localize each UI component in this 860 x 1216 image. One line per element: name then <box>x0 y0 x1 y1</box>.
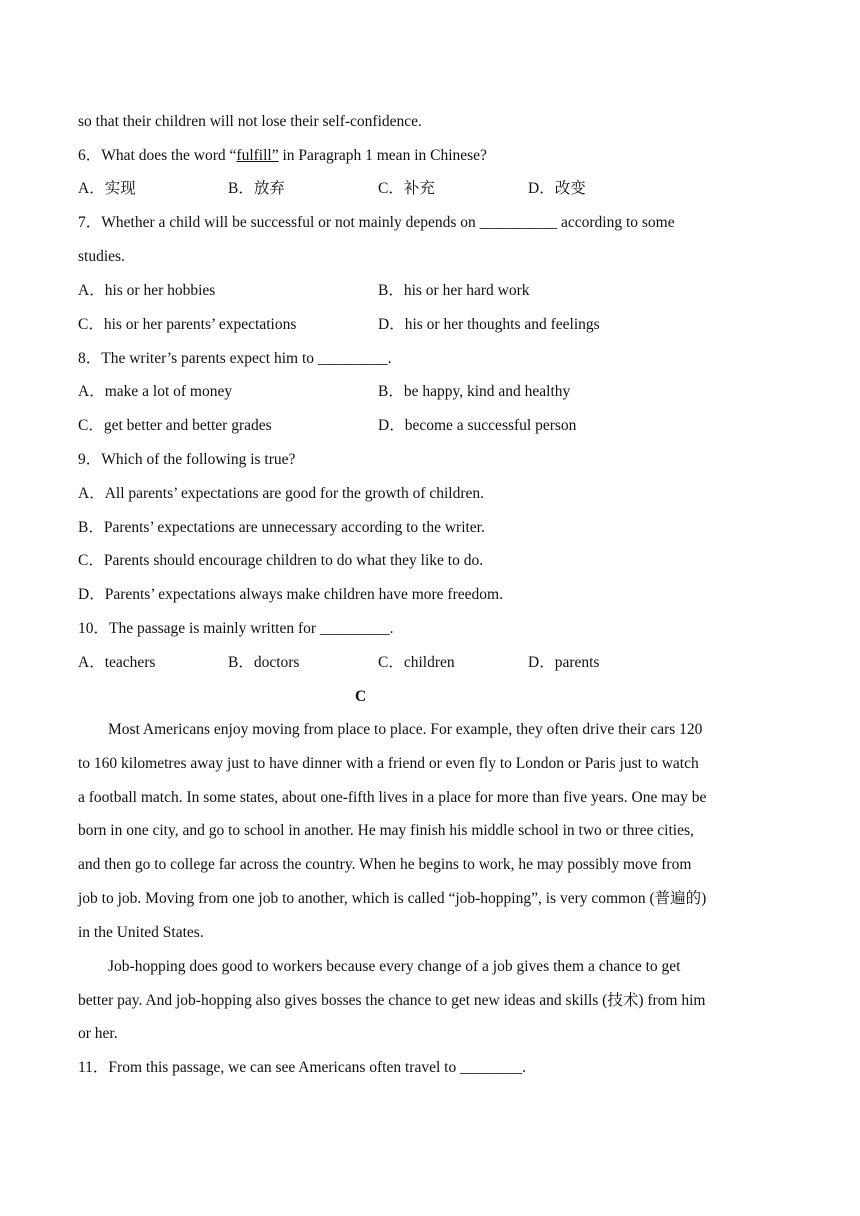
question-6-pre: What does the word “ <box>101 147 237 164</box>
passage-p1-line-1: Most Americans enjoy moving from place to place. For example, they often drive their cars 120 <box>108 721 703 738</box>
question-9: 9．Which of the following is true? <box>78 451 296 468</box>
q8-option-b[interactable]: B．be happy, kind and healthy <box>378 383 571 400</box>
lead-text: so that their children will not lose their self-confidence. <box>78 113 422 130</box>
passage-p2-line-3: or her. <box>78 1025 118 1042</box>
q8-option-c[interactable]: C．get better and better grades <box>78 417 272 434</box>
q9-option-c[interactable]: C．Parents should encourage children to do what they like to do. <box>78 552 484 569</box>
passage-p1-line-7: in the United States. <box>78 924 204 941</box>
passage-p1-line-5: and then go to college far across the country. When he begins to work, he may possibly move from <box>78 856 692 873</box>
q6-option-d[interactable]: D．改变 <box>528 180 586 197</box>
q7-option-a[interactable]: A．his or her hobbies <box>78 282 216 299</box>
q10-option-c[interactable]: C．children <box>378 654 455 671</box>
section-heading: C <box>355 688 367 705</box>
q8-option-d[interactable]: D．become a successful person <box>378 417 577 434</box>
passage-p1-line-3: a football match. In some states, about one-fifth lives in a place for more than five years. One may be <box>78 789 707 806</box>
q7-option-d[interactable]: D．his or her thoughts and feelings <box>378 316 600 333</box>
passage-p1-line-6: job to job. Moving from one job to another, which is called “job-hopping”, is very common (普遍的) <box>78 890 707 907</box>
question-10: 10．The passage is mainly written for _________. <box>78 620 394 637</box>
question-6-post: in Paragraph 1 mean in Chinese? <box>278 147 487 164</box>
question-6 <box>78 146 487 166</box>
passage-p1-line-4: born in one city, and go to school in another. He may finish his middle school in two or three cities, <box>78 822 694 839</box>
question-7-line1: 7．Whether a child will be successful or not mainly depends on __________ according to some <box>78 214 675 231</box>
q9-option-b[interactable]: B．Parents’ expectations are unnecessary according to the writer. <box>78 519 485 536</box>
q6-option-a[interactable]: A．实现 <box>78 180 136 197</box>
q10-option-a[interactable]: A．teachers <box>78 654 156 671</box>
q9-option-d[interactable]: D．Parents’ expectations always make children have more freedom. <box>78 586 503 603</box>
q9-option-a[interactable]: A．All parents’ expectations are good for the growth of children. <box>78 485 485 502</box>
passage-p2-line-2: better pay. And job-hopping also gives bosses the chance to get new ideas and skills (技术) from him <box>78 992 706 1009</box>
q7-option-c[interactable]: C．his or her parents’ expectations <box>78 316 297 333</box>
question-11: 11．From this passage, we can see Americans often travel to ________. <box>78 1059 526 1076</box>
q6-option-c[interactable]: C．补充 <box>378 180 435 197</box>
question-6-number: 6． <box>78 147 102 164</box>
q6-option-b[interactable]: B．放弃 <box>228 180 285 197</box>
q10-option-d[interactable]: D．parents <box>528 654 600 671</box>
passage-p1-line-2: to 160 kilometres away just to have dinner with a friend or even fly to London or Paris just to watch <box>78 755 699 772</box>
question-8: 8．The writer’s parents expect him to _________. <box>78 350 392 367</box>
passage-p2-line-1: Job-hopping does good to workers because every change of a job gives them a chance to get <box>108 958 681 975</box>
question-6-word: fulfill” <box>236 147 279 164</box>
question-7-line2: studies. <box>78 248 125 265</box>
q10-option-b[interactable]: B．doctors <box>228 654 300 671</box>
q8-option-a[interactable]: A．make a lot of money <box>78 383 233 400</box>
q7-option-b[interactable]: B．his or her hard work <box>378 282 530 299</box>
